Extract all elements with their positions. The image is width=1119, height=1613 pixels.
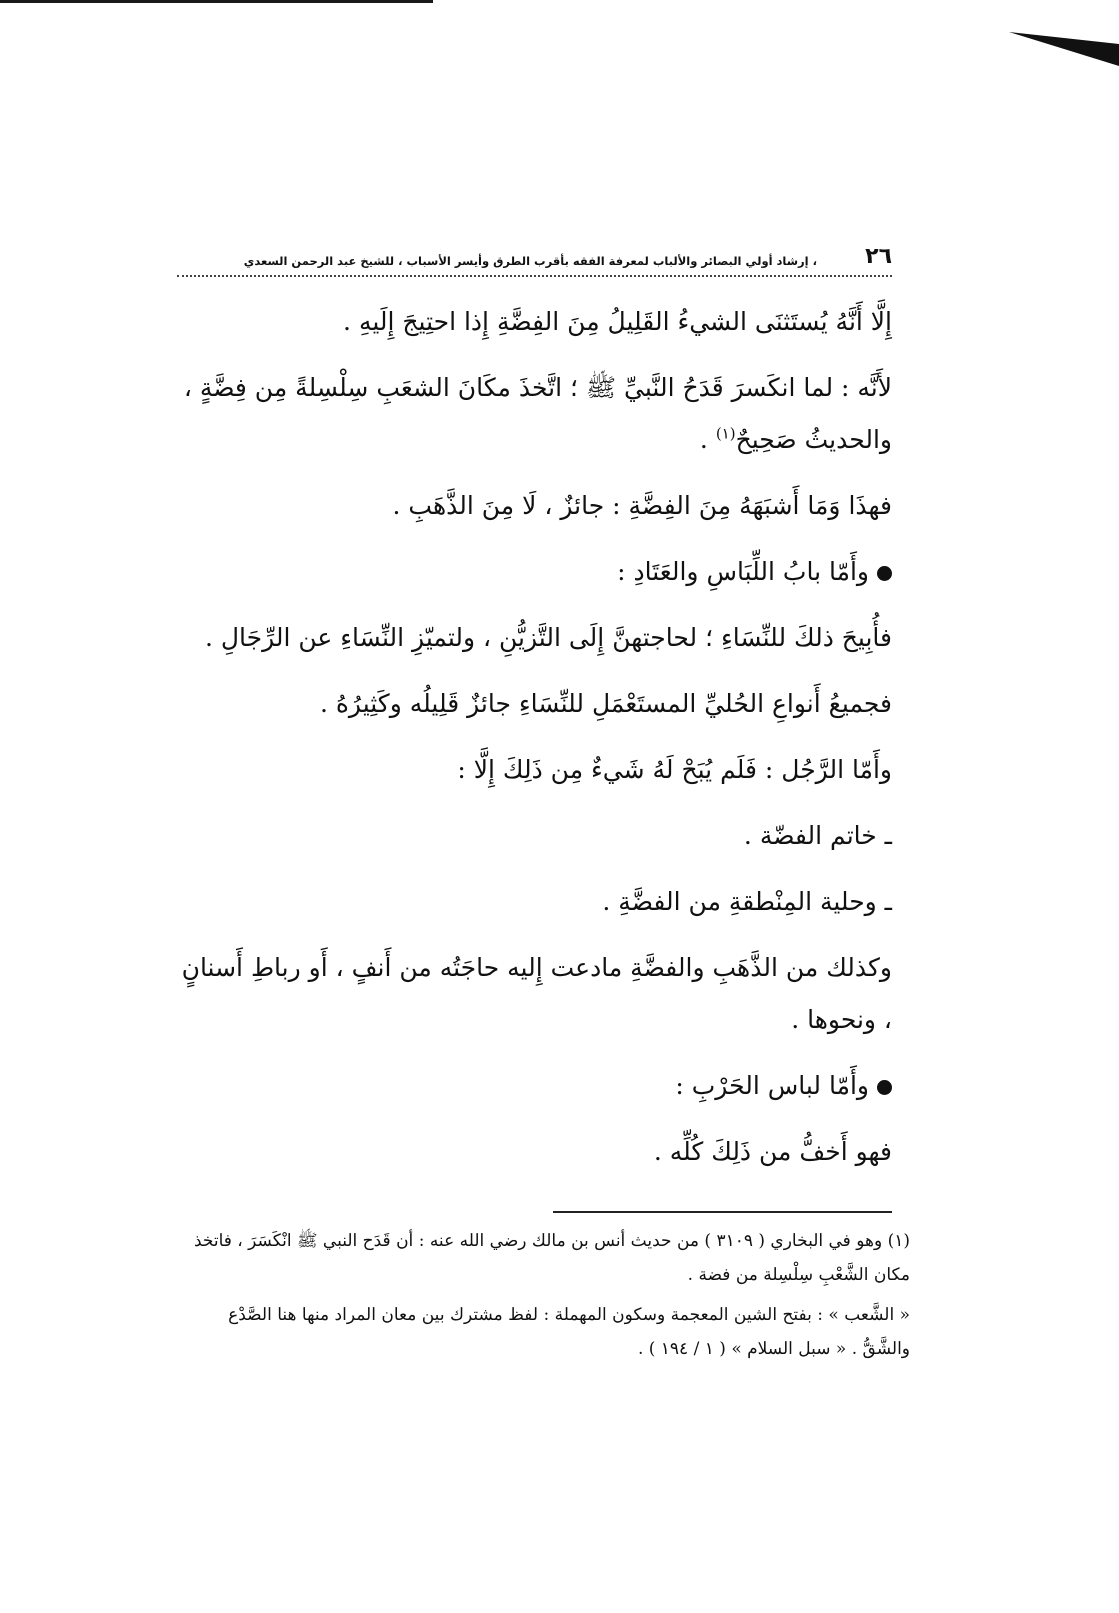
list-item: ـ وحلية المِنْطقةِ من الفضَّةِ . bbox=[602, 887, 892, 916]
footnote: (١) وهو في البخاري ( ٣١٠٩ ) من حديث أنس بن مالك رضي الله عنه : أن قَدَح النبي ﷺ انْكَسَرَ ، فاتخذ مكان الشَّعْبِ سِلْسِلة من فضة . bbox=[193, 1231, 910, 1285]
footnotes bbox=[177, 1224, 910, 1372]
scan-edge-mark-top-right bbox=[1009, 30, 1119, 66]
list-item: ـ خاتم الفضّة . bbox=[743, 821, 892, 850]
bullet-icon bbox=[877, 1080, 892, 1095]
footnote-note: « الشَّعب » : بفتح الشين المعجمة وسكون المهملة : لفظ مشترك بين معان المراد منها هنا الصَّدْع والشَّقُّ . « سبل السلام » ( ١ / ١٩٤ ) . bbox=[228, 1305, 910, 1359]
main-text bbox=[177, 296, 892, 1192]
section-heading: وأَمّا بابُ اللِّبَاسِ والعَتَادِ : bbox=[177, 546, 892, 598]
paragraph: فهو أَخفُّ من ذَلِكَ كُلِّه . bbox=[653, 1137, 892, 1166]
scan-edge-mark-top-left bbox=[0, 0, 433, 3]
paragraph: وكذلك من الذَّهَبِ والفضَّةِ مادعت إِليه حاجَتُه من أَنفٍ ، أَو رباطِ أَسنانٍ ، ونحوها . bbox=[181, 953, 892, 1034]
book-title-header: ، إرشاد أولي البصائر والألباب لمعرفة الفقه بأقرب الطرق وأيسر الأسباب ، للشيخ عبد الرحمن السعدي bbox=[243, 254, 817, 268]
header-divider bbox=[177, 275, 892, 277]
paragraph-with-footnote: لأَنَّه : لما انكَسرَ قَدَحُ النَّبيِّ ﷺ ؛ اتَّخذَ مكَانَ الشعَبِ سِلْسِلةً مِن فِضَّةٍ ، والحديثُ صَحِيحٌ$^{(١)}$ . bbox=[183, 373, 892, 454]
footnote-divider bbox=[553, 1211, 892, 1213]
paragraph: وأَمّا الرَّجُل : فَلَم يُبَحْ لَهُ شَيءٌ مِن ذَلِكَ إِلَّا : bbox=[457, 755, 892, 784]
running-header bbox=[177, 244, 892, 280]
section-heading: وأَمّا لباس الحَرْبِ : bbox=[177, 1060, 892, 1112]
paragraph: إِلَّا أَنَّهُ يُستَثنَى الشيءُ القَلِيلُ مِنَ الفِضَّةِ إِذا احتِيجَ إِلَيهِ . bbox=[343, 307, 892, 336]
bullet-icon bbox=[877, 566, 892, 581]
paragraph: فهذَا وَمَا أَشبَهَهُ مِنَ الفِضَّةِ : جائزٌ ، لَا مِنَ الذَّهَبِ . bbox=[392, 491, 892, 520]
paragraph: فجميعُ أَنواعِ الحُليِّ المستَعْمَلِ للنِّسَاءِ جائزٌ قَلِيلُه وكَثِيرُهُ . bbox=[319, 689, 892, 718]
page-number: ٢٦ bbox=[865, 244, 892, 269]
paragraph: فأُبِيحَ ذلكَ للنِّسَاءِ ؛ لحاجتهنَّ إِلَى التَّزيُّنِ ، ولتميّزِ النِّسَاءِ عن الرِّجَالِ . bbox=[204, 623, 892, 652]
footnote-reference: (١) bbox=[715, 424, 736, 443]
